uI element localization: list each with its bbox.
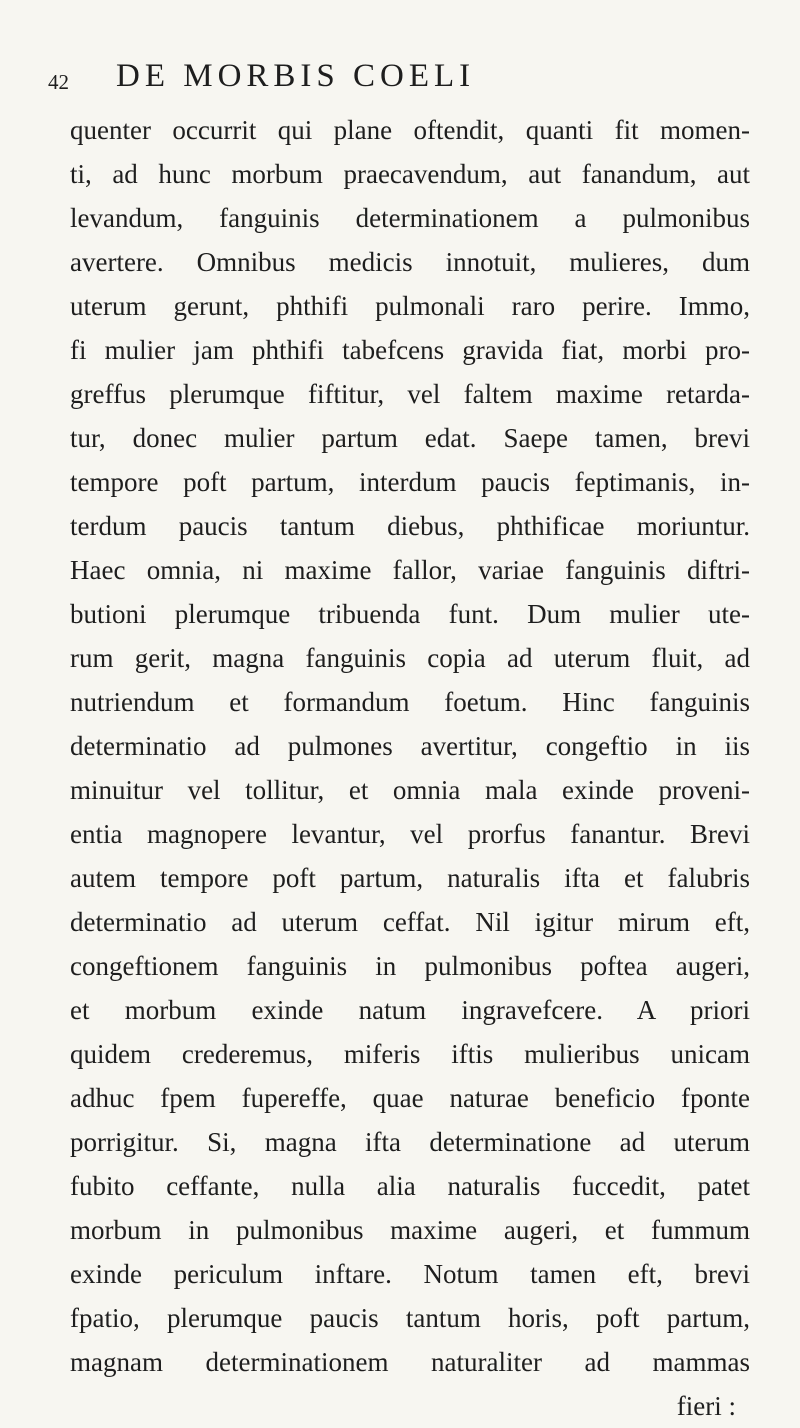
text-line: minuitur vel tollitur, et omnia mala exinde proveni- [70,775,750,805]
text-line: determinatio ad pulmones avertitur, congeftio in iis [70,731,750,761]
text-line: porrigitur. Si, magna ifta determinatione ad uterum [70,1127,750,1157]
text-line: fpatio, plerumque paucis tantum horis, poft partum, [70,1303,750,1333]
text-line: morbum in pulmonibus maxime augeri, et fummum [70,1215,750,1245]
text-line: Haec omnia, ni maxime fallor, variae fanguinis diftri- [70,555,750,585]
body-text [70,108,750,1428]
text-line: ti, ad hunc morbum praecavendum, aut fanandum, aut [70,159,750,189]
text-line: levandum, fanguinis determinationem a pulmonibus [70,203,750,233]
text-line: entia magnopere levantur, vel prorfus fanantur. Brevi [70,819,750,849]
text-line: butioni plerumque tribuenda funt. Dum mulier ute- [70,599,750,629]
catchword: fieri : [676,1391,736,1421]
text-line: tur, donec mulier partum edat. Saepe tamen, brevi [70,423,750,453]
text-line: uterum gerunt, phthifi pulmonali raro perire. Immo, [70,291,750,321]
text-line: terdum paucis tantum diebus, phthificae moriuntur. [70,511,750,541]
text-line: congeftionem fanguinis in pulmonibus poftea augeri, [70,951,750,981]
text-line: magnam determinationem naturaliter ad mammas [70,1347,750,1377]
text-line: fi mulier jam phthifi tabefcens gravida fiat, morbi pro- [70,335,750,365]
text-line: nutriendum et formandum foetum. Hinc fanguinis [70,687,750,717]
text-line: et morbum exinde natum ingravefcere. A priori [70,995,750,1025]
text-line: fubito ceffante, nulla alia naturalis fuccedit, patet [70,1171,750,1201]
text-line: determinatio ad uterum ceffat. Nil igitur mirum eft, [70,907,750,937]
running-title: DE MORBIS COELI [116,58,476,94]
text-line: autem tempore poft partum, naturalis ifta et falubris [70,863,750,893]
text-line: avertere. Omnibus medicis innotuit, mulieres, dum [70,247,750,277]
text-line: quenter occurrit qui plane oftendit, quanti fit momen- [70,115,750,145]
text-line: adhuc fpem fupereffe, quae naturae beneficio fponte [70,1083,750,1113]
text-line: greffus plerumque fiftitur, vel faltem maxime retarda- [70,379,750,409]
page-header [48,58,748,94]
text-line: exinde periculum inftare. Notum tamen eft, brevi [70,1259,750,1289]
text-line: tempore poft partum, interdum paucis feptimanis, in- [70,467,750,497]
page-number: 42 [48,70,69,94]
text-line: quidem crederemus, miferis iftis mulieribus unicam [70,1039,750,1069]
text-line: rum gerit, magna fanguinis copia ad uterum fluit, ad [70,643,750,673]
